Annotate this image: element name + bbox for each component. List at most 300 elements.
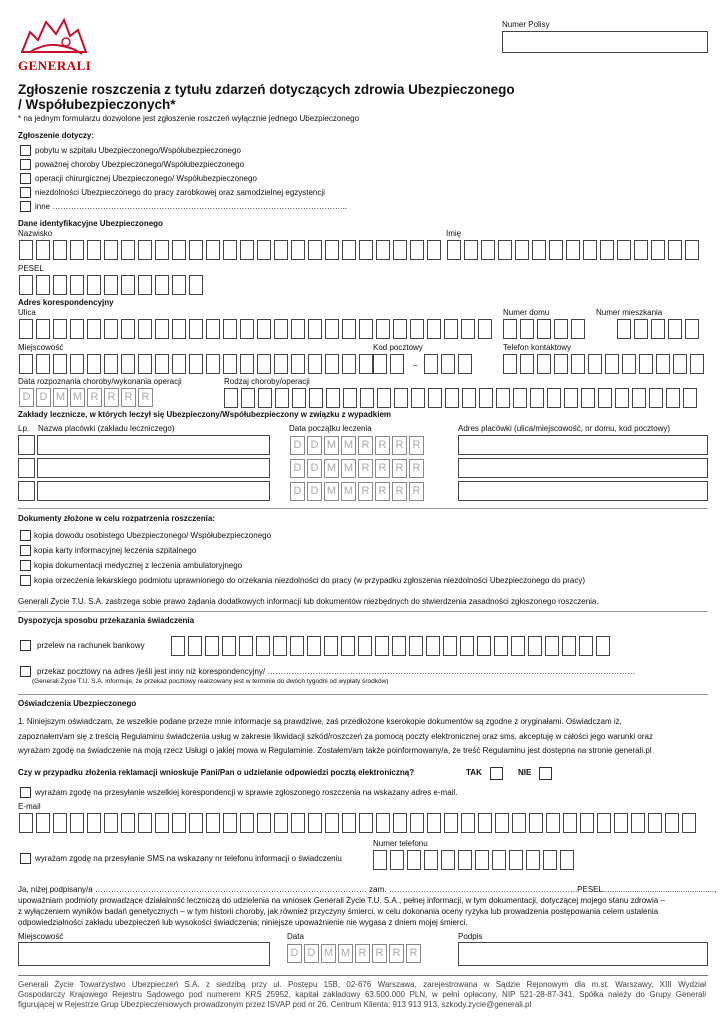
date-cell[interactable]: R: [358, 459, 373, 478]
input-cell[interactable]: [598, 388, 612, 408]
input-cell[interactable]: [605, 354, 619, 374]
input-cell[interactable]: [634, 240, 648, 260]
document-checkbox[interactable]: [20, 530, 31, 541]
facility-name-field[interactable]: [37, 435, 270, 455]
input-cell[interactable]: [53, 319, 67, 339]
input-cell[interactable]: [342, 240, 356, 260]
input-cell[interactable]: [53, 354, 67, 374]
input-cell[interactable]: [631, 813, 645, 833]
date-cell[interactable]: R: [87, 388, 102, 407]
facility-address-field[interactable]: [458, 481, 708, 501]
input-cell[interactable]: [394, 388, 408, 408]
input-cell[interactable]: [458, 354, 472, 374]
input-cell[interactable]: [441, 354, 455, 374]
input-cell[interactable]: [87, 354, 101, 374]
input-cell[interactable]: [257, 813, 271, 833]
input-cell[interactable]: [600, 240, 614, 260]
input-cell[interactable]: [53, 240, 67, 260]
date-cell[interactable]: D: [304, 944, 319, 963]
input-cell[interactable]: [257, 240, 271, 260]
input-cell[interactable]: [19, 354, 33, 374]
input-cell[interactable]: [427, 240, 441, 260]
illness-type-field[interactable]: [224, 388, 700, 408]
input-cell[interactable]: [36, 319, 50, 339]
input-cell[interactable]: [554, 354, 568, 374]
date-cell[interactable]: M: [53, 388, 68, 407]
input-cell[interactable]: [19, 813, 33, 833]
input-cell[interactable]: [104, 813, 118, 833]
input-cell[interactable]: [410, 240, 424, 260]
input-cell[interactable]: [19, 275, 33, 295]
input-cell[interactable]: [206, 319, 220, 339]
email-consent-checkbox[interactable]: [20, 787, 31, 798]
input-cell[interactable]: [189, 319, 203, 339]
input-cell[interactable]: [498, 240, 512, 260]
input-cell[interactable]: [239, 636, 253, 656]
input-cell[interactable]: [622, 354, 636, 374]
input-cell[interactable]: [546, 813, 560, 833]
date-cell[interactable]: M: [341, 459, 356, 478]
input-cell[interactable]: [258, 388, 272, 408]
input-cell[interactable]: [155, 275, 169, 295]
sms-consent-checkbox[interactable]: [20, 853, 31, 864]
date-cell[interactable]: M: [324, 436, 339, 455]
facility-date-field[interactable]: [290, 459, 426, 478]
input-cell[interactable]: [36, 240, 50, 260]
input-cell[interactable]: [427, 319, 441, 339]
input-cell[interactable]: [639, 354, 653, 374]
input-cell[interactable]: [410, 319, 424, 339]
date-cell[interactable]: R: [372, 944, 387, 963]
input-cell[interactable]: [138, 240, 152, 260]
input-cell[interactable]: [273, 636, 287, 656]
input-cell[interactable]: [325, 240, 339, 260]
input-cell[interactable]: [581, 388, 595, 408]
date-cell[interactable]: R: [409, 459, 424, 478]
sign-place-field[interactable]: [18, 942, 270, 966]
input-cell[interactable]: [36, 354, 50, 374]
input-cell[interactable]: [121, 319, 135, 339]
input-cell[interactable]: [359, 319, 373, 339]
input-cell[interactable]: [496, 388, 510, 408]
input-cell[interactable]: [443, 636, 457, 656]
input-cell[interactable]: [583, 240, 597, 260]
input-cell[interactable]: [494, 636, 508, 656]
claim-option-checkbox[interactable]: [20, 201, 31, 212]
facility-date-field[interactable]: [290, 436, 426, 455]
input-cell[interactable]: [665, 813, 679, 833]
input-cell[interactable]: [579, 636, 593, 656]
input-cell[interactable]: [424, 354, 438, 374]
postal-code-part2[interactable]: [424, 354, 475, 374]
input-cell[interactable]: [274, 354, 288, 374]
input-cell[interactable]: [275, 388, 289, 408]
input-cell[interactable]: [121, 275, 135, 295]
input-cell[interactable]: [342, 354, 356, 374]
input-cell[interactable]: [171, 636, 185, 656]
date-cell[interactable]: R: [375, 459, 390, 478]
input-cell[interactable]: [104, 240, 118, 260]
date-cell[interactable]: R: [138, 388, 153, 407]
pesel-field[interactable]: [19, 275, 206, 295]
input-cell[interactable]: [36, 275, 50, 295]
input-cell[interactable]: [343, 388, 357, 408]
input-cell[interactable]: [545, 636, 559, 656]
date-cell[interactable]: R: [409, 482, 424, 501]
input-cell[interactable]: [614, 813, 628, 833]
input-cell[interactable]: [307, 636, 321, 656]
flat-no-field[interactable]: [617, 319, 702, 339]
date-cell[interactable]: M: [324, 482, 339, 501]
input-cell[interactable]: [223, 240, 237, 260]
date-cell[interactable]: D: [290, 482, 305, 501]
input-cell[interactable]: [341, 636, 355, 656]
input-cell[interactable]: [537, 319, 551, 339]
input-cell[interactable]: [155, 813, 169, 833]
facility-name-field[interactable]: [37, 458, 270, 478]
date-cell[interactable]: R: [406, 944, 421, 963]
input-cell[interactable]: [632, 388, 646, 408]
input-cell[interactable]: [685, 319, 699, 339]
date-cell[interactable]: R: [121, 388, 136, 407]
input-cell[interactable]: [104, 319, 118, 339]
input-cell[interactable]: [241, 388, 255, 408]
input-cell[interactable]: [597, 813, 611, 833]
input-cell[interactable]: [189, 275, 203, 295]
input-cell[interactable]: [526, 850, 540, 870]
date-cell[interactable]: R: [392, 459, 407, 478]
input-cell[interactable]: [407, 850, 421, 870]
input-cell[interactable]: [392, 636, 406, 656]
input-cell[interactable]: [274, 319, 288, 339]
input-cell[interactable]: [683, 388, 697, 408]
input-cell[interactable]: [549, 240, 563, 260]
date-cell[interactable]: M: [341, 482, 356, 501]
input-cell[interactable]: [477, 636, 491, 656]
input-cell[interactable]: [656, 354, 670, 374]
input-cell[interactable]: [240, 813, 254, 833]
input-cell[interactable]: [138, 319, 152, 339]
document-checkbox[interactable]: [20, 575, 31, 586]
email-field[interactable]: [19, 813, 699, 833]
input-cell[interactable]: [240, 354, 254, 374]
input-cell[interactable]: [172, 813, 186, 833]
facility-name-field[interactable]: [37, 481, 270, 501]
date-cell[interactable]: D: [287, 944, 302, 963]
bank-transfer-checkbox[interactable]: [20, 640, 31, 651]
bank-account-field[interactable]: [171, 636, 613, 656]
input-cell[interactable]: [104, 275, 118, 295]
date-cell[interactable]: M: [70, 388, 85, 407]
input-cell[interactable]: [682, 813, 696, 833]
input-cell[interactable]: [596, 636, 610, 656]
document-checkbox[interactable]: [20, 545, 31, 556]
input-cell[interactable]: [428, 388, 442, 408]
input-cell[interactable]: [87, 240, 101, 260]
input-cell[interactable]: [441, 850, 455, 870]
input-cell[interactable]: [308, 319, 322, 339]
input-cell[interactable]: [53, 813, 67, 833]
input-cell[interactable]: [481, 240, 495, 260]
input-cell[interactable]: [70, 275, 84, 295]
input-cell[interactable]: [87, 275, 101, 295]
input-cell[interactable]: [520, 319, 534, 339]
input-cell[interactable]: [390, 850, 404, 870]
input-cell[interactable]: [668, 240, 682, 260]
input-cell[interactable]: [673, 354, 687, 374]
input-cell[interactable]: [580, 813, 594, 833]
input-cell[interactable]: [309, 388, 323, 408]
input-cell[interactable]: [532, 240, 546, 260]
input-cell[interactable]: [651, 319, 665, 339]
input-cell[interactable]: [528, 636, 542, 656]
date-cell[interactable]: M: [338, 944, 353, 963]
date-cell[interactable]: R: [358, 482, 373, 501]
input-cell[interactable]: [87, 319, 101, 339]
date-cell[interactable]: R: [392, 436, 407, 455]
facility-lp-field[interactable]: [18, 458, 35, 478]
input-cell[interactable]: [325, 319, 339, 339]
policy-number-field[interactable]: [502, 31, 708, 53]
input-cell[interactable]: [205, 636, 219, 656]
input-cell[interactable]: [155, 319, 169, 339]
input-cell[interactable]: [537, 354, 551, 374]
input-cell[interactable]: [291, 319, 305, 339]
input-cell[interactable]: [503, 319, 517, 339]
postal-code-part1[interactable]: [373, 354, 407, 374]
input-cell[interactable]: [503, 354, 517, 374]
input-cell[interactable]: [649, 388, 663, 408]
input-cell[interactable]: [634, 319, 648, 339]
input-cell[interactable]: [70, 319, 84, 339]
street-field[interactable]: [19, 319, 495, 339]
input-cell[interactable]: [393, 813, 407, 833]
facility-lp-field[interactable]: [18, 435, 35, 455]
input-cell[interactable]: [566, 240, 580, 260]
input-cell[interactable]: [223, 319, 237, 339]
date-cell[interactable]: D: [307, 459, 322, 478]
input-cell[interactable]: [478, 319, 492, 339]
input-cell[interactable]: [445, 388, 459, 408]
date-cell[interactable]: D: [36, 388, 51, 407]
input-cell[interactable]: [479, 388, 493, 408]
input-cell[interactable]: [564, 388, 578, 408]
phone-number-field[interactable]: [373, 850, 577, 870]
input-cell[interactable]: [373, 354, 387, 374]
input-cell[interactable]: [257, 319, 271, 339]
input-cell[interactable]: [360, 388, 374, 408]
input-cell[interactable]: [19, 240, 33, 260]
date-cell[interactable]: R: [104, 388, 119, 407]
input-cell[interactable]: [588, 354, 602, 374]
date-cell[interactable]: D: [307, 436, 322, 455]
facility-date-field[interactable]: [290, 482, 426, 501]
input-cell[interactable]: [690, 354, 704, 374]
date-cell[interactable]: R: [389, 944, 404, 963]
postal-order-checkbox[interactable]: [20, 666, 31, 677]
city-field[interactable]: [19, 354, 376, 374]
input-cell[interactable]: [376, 240, 390, 260]
input-cell[interactable]: [515, 240, 529, 260]
input-cell[interactable]: [206, 354, 220, 374]
document-checkbox[interactable]: [20, 560, 31, 571]
input-cell[interactable]: [53, 275, 67, 295]
date-cell[interactable]: R: [355, 944, 370, 963]
input-cell[interactable]: [359, 813, 373, 833]
input-cell[interactable]: [70, 813, 84, 833]
input-cell[interactable]: [240, 319, 254, 339]
facility-address-field[interactable]: [458, 435, 708, 455]
input-cell[interactable]: [560, 850, 574, 870]
input-cell[interactable]: [571, 354, 585, 374]
surname-field[interactable]: [19, 240, 444, 260]
input-cell[interactable]: [189, 354, 203, 374]
input-cell[interactable]: [512, 813, 526, 833]
input-cell[interactable]: [376, 813, 390, 833]
input-cell[interactable]: [393, 319, 407, 339]
input-cell[interactable]: [554, 319, 568, 339]
yes-checkbox[interactable]: [490, 767, 503, 780]
input-cell[interactable]: [256, 636, 270, 656]
input-cell[interactable]: [462, 388, 476, 408]
input-cell[interactable]: [648, 813, 662, 833]
input-cell[interactable]: [373, 850, 387, 870]
input-cell[interactable]: [427, 813, 441, 833]
illness-date-field[interactable]: [19, 388, 155, 407]
input-cell[interactable]: [615, 388, 629, 408]
input-cell[interactable]: [376, 319, 390, 339]
input-cell[interactable]: [325, 354, 339, 374]
input-cell[interactable]: [104, 354, 118, 374]
facility-address-field[interactable]: [458, 458, 708, 478]
input-cell[interactable]: [291, 813, 305, 833]
input-cell[interactable]: [36, 813, 50, 833]
date-cell[interactable]: R: [375, 436, 390, 455]
input-cell[interactable]: [511, 636, 525, 656]
date-cell[interactable]: R: [392, 482, 407, 501]
input-cell[interactable]: [121, 240, 135, 260]
input-cell[interactable]: [155, 240, 169, 260]
input-cell[interactable]: [617, 319, 631, 339]
date-cell[interactable]: R: [358, 436, 373, 455]
date-cell[interactable]: M: [341, 436, 356, 455]
input-cell[interactable]: [358, 636, 372, 656]
input-cell[interactable]: [291, 240, 305, 260]
input-cell[interactable]: [172, 319, 186, 339]
name-field[interactable]: [447, 240, 702, 260]
input-cell[interactable]: [290, 636, 304, 656]
signature-field[interactable]: [458, 942, 708, 966]
date-cell[interactable]: D: [290, 459, 305, 478]
input-cell[interactable]: [666, 388, 680, 408]
input-cell[interactable]: [426, 636, 440, 656]
phone-field[interactable]: [503, 354, 707, 374]
input-cell[interactable]: [509, 850, 523, 870]
input-cell[interactable]: [520, 354, 534, 374]
input-cell[interactable]: [274, 813, 288, 833]
input-cell[interactable]: [223, 354, 237, 374]
sign-date-field[interactable]: [287, 944, 423, 963]
input-cell[interactable]: [458, 850, 472, 870]
input-cell[interactable]: [461, 319, 475, 339]
input-cell[interactable]: [222, 636, 236, 656]
input-cell[interactable]: [529, 813, 543, 833]
input-cell[interactable]: [685, 240, 699, 260]
date-cell[interactable]: R: [375, 482, 390, 501]
input-cell[interactable]: [240, 240, 254, 260]
input-cell[interactable]: [464, 240, 478, 260]
input-cell[interactable]: [495, 813, 509, 833]
date-cell[interactable]: R: [409, 436, 424, 455]
input-cell[interactable]: [224, 388, 238, 408]
input-cell[interactable]: [409, 636, 423, 656]
input-cell[interactable]: [342, 319, 356, 339]
date-cell[interactable]: M: [321, 944, 336, 963]
input-cell[interactable]: [70, 240, 84, 260]
input-cell[interactable]: [377, 388, 391, 408]
input-cell[interactable]: [138, 354, 152, 374]
date-cell[interactable]: M: [324, 459, 339, 478]
input-cell[interactable]: [223, 813, 237, 833]
input-cell[interactable]: [292, 388, 306, 408]
input-cell[interactable]: [530, 388, 544, 408]
input-cell[interactable]: [257, 354, 271, 374]
input-cell[interactable]: [571, 319, 585, 339]
input-cell[interactable]: [189, 813, 203, 833]
input-cell[interactable]: [87, 813, 101, 833]
input-cell[interactable]: [324, 636, 338, 656]
input-cell[interactable]: [121, 813, 135, 833]
input-cell[interactable]: [411, 388, 425, 408]
input-cell[interactable]: [492, 850, 506, 870]
input-cell[interactable]: [563, 813, 577, 833]
input-cell[interactable]: [393, 240, 407, 260]
input-cell[interactable]: [562, 636, 576, 656]
input-cell[interactable]: [121, 354, 135, 374]
date-cell[interactable]: D: [290, 436, 305, 455]
house-no-field[interactable]: [503, 319, 588, 339]
claim-option-checkbox[interactable]: [20, 187, 31, 198]
input-cell[interactable]: [206, 813, 220, 833]
date-cell[interactable]: D: [307, 482, 322, 501]
input-cell[interactable]: [206, 240, 220, 260]
input-cell[interactable]: [424, 850, 438, 870]
claim-option-checkbox[interactable]: [20, 145, 31, 156]
input-cell[interactable]: [375, 636, 389, 656]
input-cell[interactable]: [651, 240, 665, 260]
input-cell[interactable]: [188, 636, 202, 656]
input-cell[interactable]: [359, 354, 373, 374]
input-cell[interactable]: [447, 240, 461, 260]
input-cell[interactable]: [274, 240, 288, 260]
input-cell[interactable]: [291, 354, 305, 374]
input-cell[interactable]: [155, 354, 169, 374]
input-cell[interactable]: [138, 275, 152, 295]
input-cell[interactable]: [668, 319, 682, 339]
input-cell[interactable]: [547, 388, 561, 408]
input-cell[interactable]: [513, 388, 527, 408]
input-cell[interactable]: [172, 240, 186, 260]
input-cell[interactable]: [308, 813, 322, 833]
input-cell[interactable]: [172, 354, 186, 374]
input-cell[interactable]: [326, 388, 340, 408]
input-cell[interactable]: [390, 354, 404, 374]
input-cell[interactable]: [475, 850, 489, 870]
input-cell[interactable]: [325, 813, 339, 833]
input-cell[interactable]: [138, 813, 152, 833]
input-cell[interactable]: [478, 813, 492, 833]
claim-option-checkbox[interactable]: [20, 173, 31, 184]
